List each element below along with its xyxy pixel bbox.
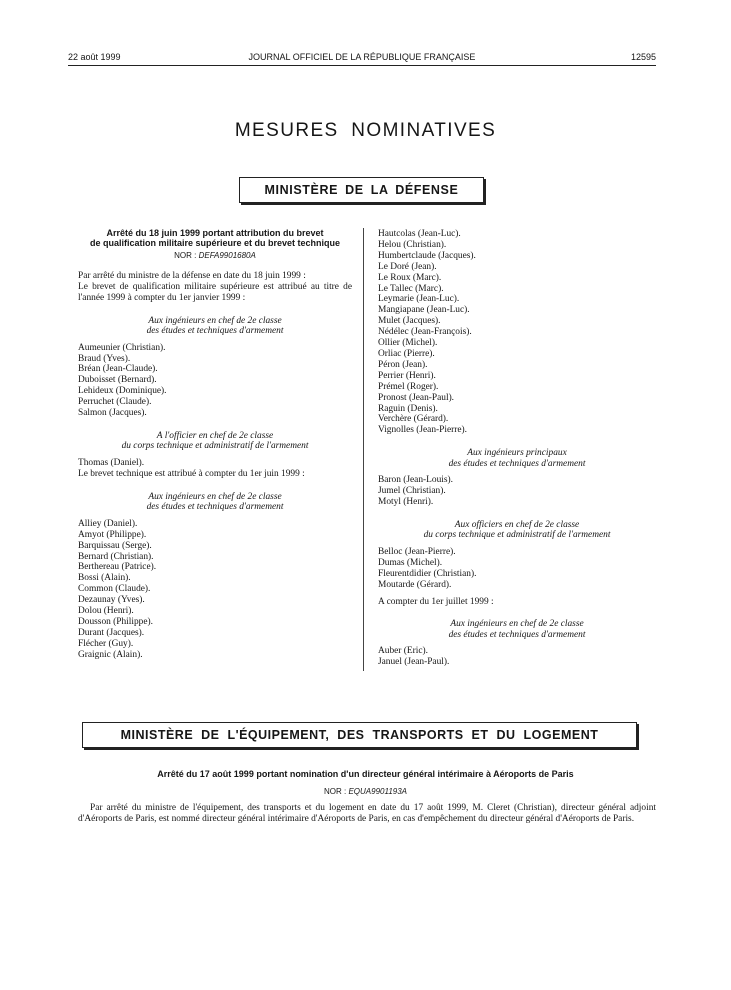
arrete-1-intro2: Le brevet de qualification militaire supérieure est attribué au titre de l'année 1999 à compter du 1er janvier 1999 : [78, 281, 352, 303]
header-page-number: 12595 [630, 52, 656, 62]
list-item: Fleurentdidier (Christian). [378, 568, 477, 579]
list-item: Lehideux (Dominique). [78, 386, 167, 397]
grade-3-line2: des études et techniques d'armement [146, 502, 284, 513]
list-item: Belloc (Jean-Pierre). [378, 546, 456, 557]
header-journal-title: JOURNAL OFFICIEL DE LA RÉPUBLIQUE FRANÇAISE [248, 52, 476, 62]
list-item: Nédélec (Jean-François). [378, 327, 472, 338]
list-item: Orliac (Pierre). [378, 348, 435, 359]
ministry-equipement-heading: MINISTÈRE DE L'ÉQUIPEMENT, DES TRANSPORTS ET DU LOGEMENT [82, 722, 637, 748]
arrete-1-title [78, 228, 352, 248]
list-item: Aumeunier (Christian). [78, 342, 166, 353]
right-column [378, 229, 656, 668]
arrete-2-nor [0, 787, 731, 796]
grade-6-line2: des études et techniques d'armement [448, 629, 586, 640]
nor-label: NOR : [174, 251, 197, 260]
list-item: Ollier (Michel). [378, 338, 438, 349]
grade-5-line2: du corps technique et administratif de l'armement [423, 530, 611, 541]
name-list-group-3-left [78, 519, 352, 661]
grade-3-line1: Aux ingénieurs en chef de 2e classe [148, 491, 282, 502]
list-item: Bossi (Alain). [78, 573, 131, 584]
grade-heading-4 [378, 448, 656, 469]
list-item: Helou (Christian). [378, 239, 447, 250]
grade-5-line1: Aux officiers en chef de 2e classe [454, 519, 580, 530]
name-list-group-3-right [378, 229, 656, 436]
list-item: Perruchet (Claude). [78, 397, 152, 408]
left-column [78, 228, 352, 661]
grade-heading-6 [378, 619, 656, 640]
arrete-2-body: Par arrêté du ministre de l'équipement, des transports et du logement en date du 17 août 1999, M. Cleret (Christian), directeur général adjoint d'Aéroports de Paris, est nommé directeur général intérimaire d'Aéroports de Paris, en cas d'empêchement du directeur général d'Aéroports de Paris. [78, 803, 656, 824]
list-item: Jumel (Christian). [378, 486, 446, 497]
name-list-group-4 [378, 475, 656, 508]
list-item: Duboisset (Bernard). [78, 375, 157, 386]
list-item: Vignolles (Jean-Pierre). [378, 425, 467, 436]
list-item: Salmon (Jacques). [78, 408, 147, 419]
list-item: Leymarie (Jean-Luc). [378, 294, 460, 305]
compter-juillet-paragraph: A compter du 1er juillet 1999 : [378, 596, 494, 607]
list-item: Mangiapane (Jean-Luc). [378, 305, 470, 316]
list-item: Raguin (Denis). [378, 403, 438, 414]
list-item: Amyot (Philippe). [78, 529, 147, 540]
grade-heading-2 [78, 431, 352, 452]
list-item: Common (Claude). [78, 584, 151, 595]
name-list-group-5 [378, 547, 656, 591]
name-list-group-1 [78, 343, 352, 419]
grade-6-line1: Aux ingénieurs en chef de 2e classe [450, 619, 584, 630]
ministry-defense-heading: MINISTÈRE DE LA DÉFENSE [239, 177, 484, 203]
list-item: Auber (Eric). [378, 646, 428, 657]
arrete-1-title-line2: de qualification militaire supérieure et du brevet technique [89, 238, 341, 248]
list-item: Pronost (Jean-Paul). [378, 392, 455, 403]
list-item: Alliey (Daniel). [78, 518, 138, 529]
list-item: Hautcolas (Jean-Luc). [378, 229, 461, 239]
nor-label: NOR : [323, 787, 347, 796]
list-item: Bréan (Jean-Claude). [78, 364, 158, 375]
name-list-group-6 [378, 646, 656, 668]
header-date: 22 août 1999 [68, 52, 121, 62]
list-item: Perrier (Henri). [378, 370, 436, 381]
grade-heading-5 [378, 520, 656, 541]
list-item: Durant (Jacques). [78, 627, 145, 638]
arrete-1-intro1: Par arrêté du ministre de la défense en date du 18 juin 1999 : [78, 270, 306, 281]
list-item: Baron (Jean-Louis). [378, 475, 453, 486]
list-item: Moutarde (Gérard). [378, 579, 452, 590]
grade-2-line1: A l'officier en chef de 2e classe [156, 430, 274, 441]
list-item: Le Tallec (Marc). [378, 283, 444, 294]
page-title: MESURES NOMINATIVES [234, 120, 497, 141]
grade-2-line2: du corps technique et administratif de l'armement [121, 441, 309, 452]
grade-1-line1: Aux ingénieurs en chef de 2e classe [148, 315, 282, 326]
list-item: Berthereau (Patrice). [78, 562, 157, 573]
list-item: Dolou (Henri). [78, 606, 134, 617]
brevet-technique-paragraph: Le brevet technique est attribué à compter du 1er juin 1999 : [78, 468, 305, 479]
nor-code: DEFA9901680A [198, 251, 256, 260]
name-list-group-2 [78, 458, 352, 469]
list-item: Humbertclaude (Jacques). [378, 250, 476, 261]
list-item: Dousson (Philippe). [78, 616, 153, 627]
running-header [68, 52, 656, 66]
list-item: Mulet (Jacques). [378, 316, 441, 327]
grade-1-line2: des études et techniques d'armement [146, 326, 284, 337]
arrete-1-nor [78, 251, 352, 262]
column-divider [363, 228, 364, 671]
list-item: Péron (Jean). [378, 359, 428, 370]
list-item: Graignic (Alain). [78, 649, 143, 660]
list-item: Le Roux (Marc). [378, 272, 442, 283]
list-item: Januel (Jean-Paul). [378, 657, 450, 668]
grade-4-line1: Aux ingénieurs principaux [467, 448, 567, 459]
list-item: Dezaunay (Yves). [78, 595, 145, 606]
list-item: Prémel (Roger). [378, 381, 439, 392]
grade-heading-1 [78, 316, 352, 337]
list-item: Braud (Yves). [78, 353, 131, 364]
grade-4-line2: des études et techniques d'armement [448, 458, 586, 469]
grade-heading-3 [78, 492, 352, 513]
nor-code: EQUA9901193A [348, 787, 408, 796]
list-item: Bernard (Christian). [78, 551, 154, 562]
arrete-2-title: Arrêté du 17 août 1999 portant nomination d'un directeur général intérimaire à Aéroports de Paris [157, 769, 574, 779]
list-item: Dumas (Michel). [378, 557, 443, 568]
list-item: Verchère (Gérard). [378, 414, 449, 425]
header-rule [68, 65, 656, 66]
list-item: Flécher (Guy). [78, 638, 134, 649]
list-item: Motyl (Henri). [378, 497, 434, 508]
list-item: Le Doré (Jean). [378, 261, 437, 272]
list-item: Thomas (Daniel). [78, 457, 145, 468]
list-item: Barquissau (Serge). [78, 540, 152, 551]
arrete-1-title-line1: Arrêté du 18 juin 1999 portant attribution du brevet [106, 228, 324, 238]
